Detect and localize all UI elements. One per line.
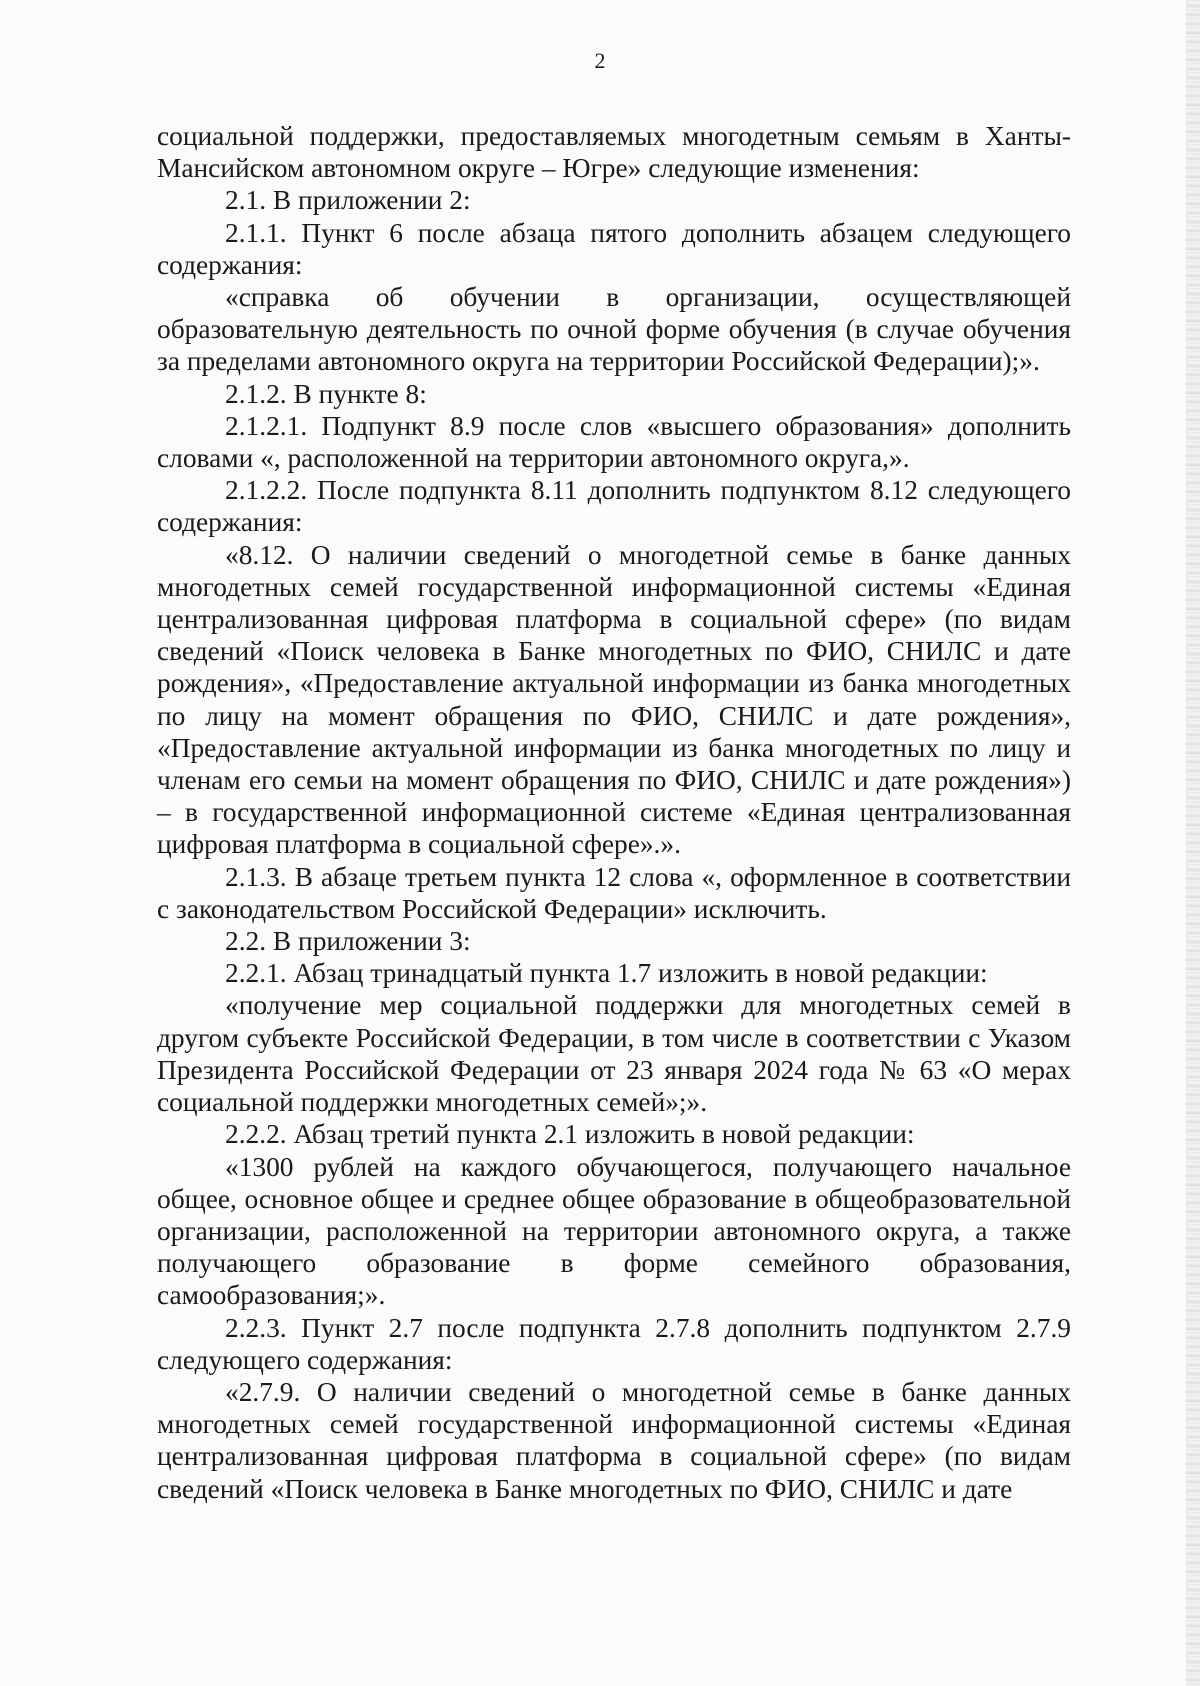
paragraph-2-1: 2.1. В приложении 2: — [225, 185, 471, 216]
paragraph-2-2-1: 2.2.1. Абзац тринадцатый пункта 1.7 изложить в новой редакции: — [225, 958, 988, 989]
paragraph-2-2-3: 2.2.3. Пункт 2.7 после подпункта 2.7.8 дополнить подпунктом 2.7.9 следующего содержания: — [157, 1312, 1071, 1375]
paragraph-quote-2-7-9: «2.7.9. О наличии сведений о многодетной семье в банке данных многодетных семей государственной информационной системы «Единая централизованная цифровая платформа в социальной сфере» (по видам сведений «Поиск человека в Банке многодетных по ФИО, СНИЛС и дате — [157, 1376, 1071, 1504]
paragraph-quote-8-12: «8.12. О наличии сведений о многодетной семье в банке данных многодетных семей государственной информационной системы «Единая централизованная цифровая платформа в социальной сфере» (по видам сведений «Поиск человека в Банке многодетных по ФИО, СНИЛС и дате рождения», «Предоставление актуальной информации из банка многодетных по лицу на момент обращения по ФИО, СНИЛС и дате рождения», «Предоставление актуальной информации из банка многодетных по лицу и членам его семьи на момент обращения по ФИО, СНИЛС и дате рождения») – в государственной информационной системе «Единая централизованная цифровая платформа в социальной сфере».». — [157, 539, 1071, 860]
paragraph-2-2: 2.2. В приложении 3: — [225, 926, 471, 957]
paragraph-intro: социальной поддержки, предоставляемых многодетным семьям в Ханты-Мансийском автономном округе – Югре» следующие изменения: — [157, 121, 1071, 184]
paragraph-2-2-2: 2.2.2. Абзац третий пункта 2.1 изложить в новой редакции: — [225, 1119, 915, 1150]
scan-edge — [1186, 0, 1200, 1686]
paragraph-quote-social-support: «получение мер социальной поддержки для многодетных семей в другом субъекте Российской Федерации, в том числе в соответствии с Указом Президента Российской Федерации от 23 января 2024 года № 63 «О мерах социальной поддержки многодетных семей»;». — [157, 990, 1071, 1118]
paragraph-2-1-1: 2.1.1. Пункт 6 после абзаца пятого дополнить абзацем следующего содержания: — [157, 217, 1071, 280]
paragraph-2-1-2: 2.1.2. В пункте 8: — [225, 378, 427, 409]
paragraph-2-1-2-2: 2.1.2.2. После подпункта 8.11 дополнить подпунктом 8.12 следующего содержания: — [157, 475, 1071, 538]
document-body — [157, 120, 1071, 1505]
paragraph-2-1-2-1: 2.1.2.1. Подпункт 8.9 после слов «высшего образования» дополнить словами «, расположенной на территории автономного округа,». — [157, 410, 1071, 474]
paragraph-2-1-3: 2.1.3. В абзаце третьем пункта 12 слова «, оформленное в соответствии с законодательством Российской Федерации» исключить. — [157, 861, 1071, 924]
paragraph-quote-certificate: «справка об обучении в организации, осуществляющей образовательную деятельность по очной форме обучения (в случае обучения за пределами автономного округа на территории Российской Федерации);». — [157, 282, 1071, 377]
paragraph-quote-1300-rubles: «1300 рублей на каждого обучающегося, получающего начальное общее, основное общее и среднее общее образование в общеобразовательной организации, расположенной на территории автономного округа, а также получающего образование в форме семейного образования, самообразования;». — [157, 1151, 1071, 1311]
page-number: 2 — [594, 48, 606, 73]
